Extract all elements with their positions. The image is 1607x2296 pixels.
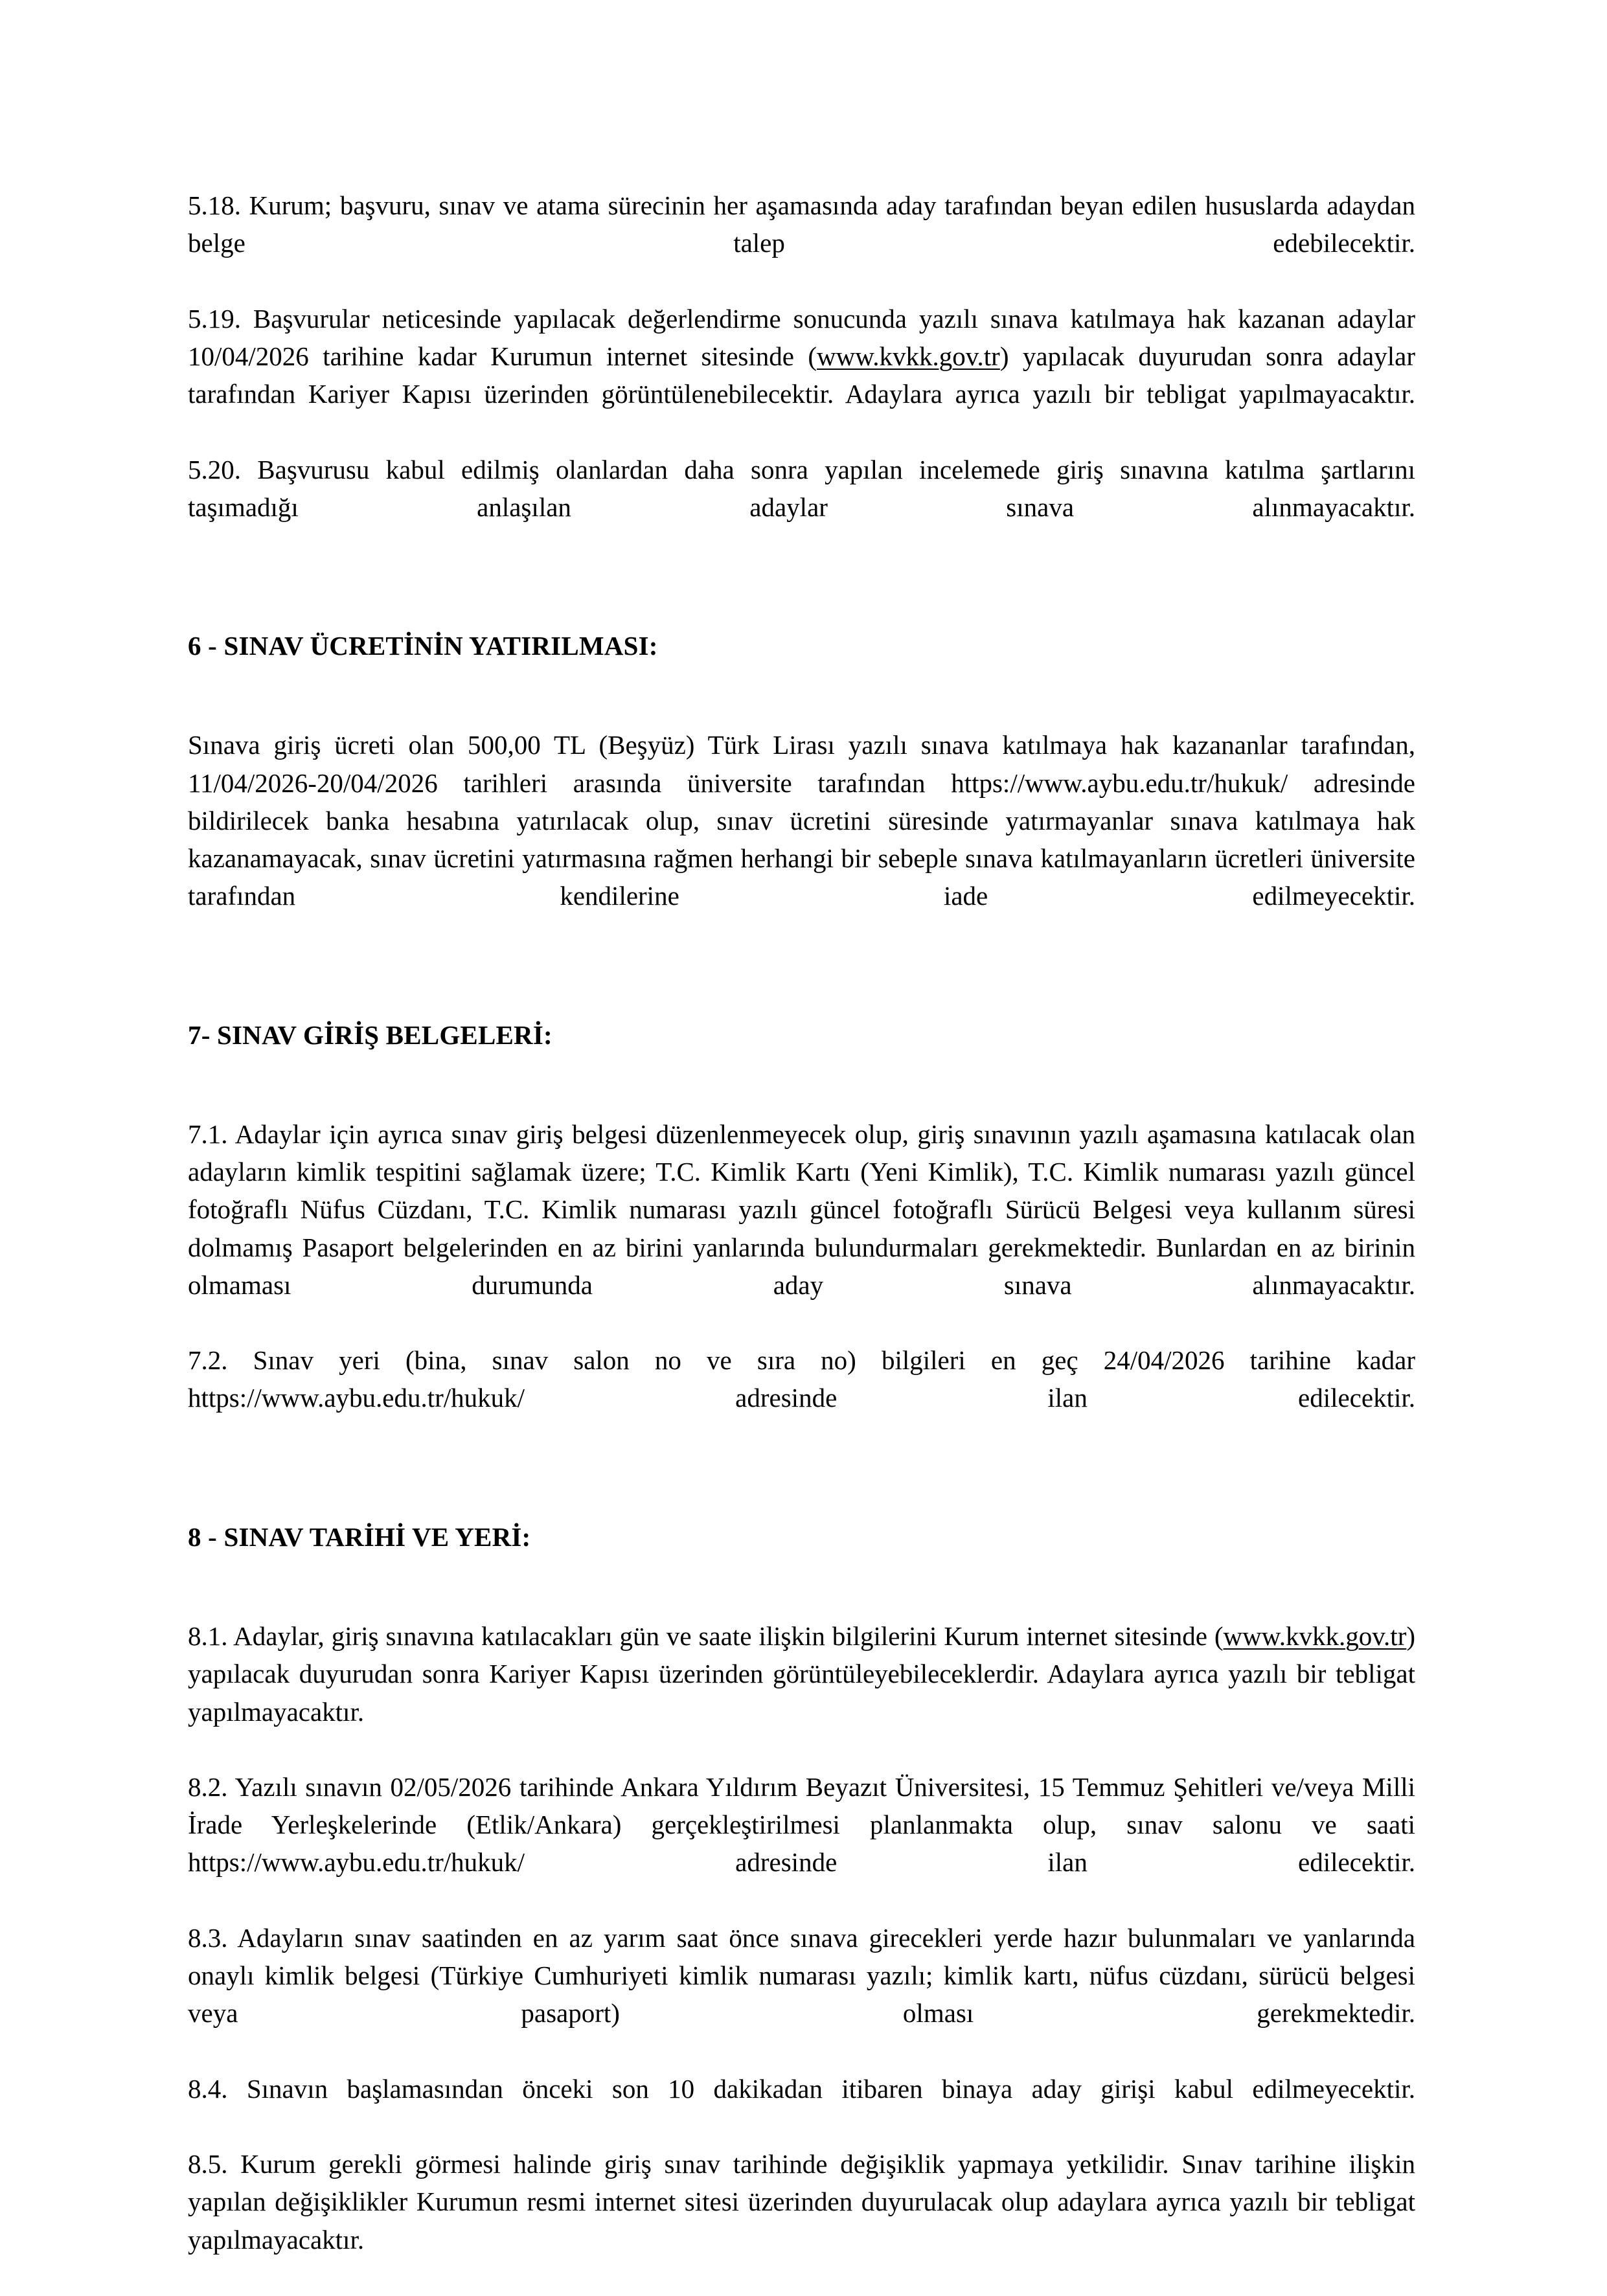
paragraph-8-4-text: 8.4. Sınavın başlamasından önceki son 10 dakikadan itibaren binaya aday girişi kabul edilmeyecektir. [188, 2073, 1415, 2104]
paragraph-8-2 [188, 1768, 1415, 1919]
section-6-text-after-url: adresinde bildirilecek banka hesabına yatırılacak olup, sınav ücretini süresinde yatırmayanlar sınava katılmaya hak kazanamayacak, sınav ücretini yatırmasına rağmen herhangi bir sebeple sınava katılmayanların ücretleri üniversite tarafından kendilerine iade edilmeyecektir. [188, 767, 1415, 911]
paragraph-8-5-text: 8.5. Kurum gerekli görmesi halinde giriş sınav tarihinde değişiklik yapmaya yetkilidir. Sınav tarihine ilişkin yapılan değişiklikler Kurumun resmi internet sitesi üzerinden duyurulacak olup adaylara ayrıca yazılı bir tebligat yapılmayacaktır. [188, 2149, 1415, 2255]
paragraph-5-19-text-after-link: ) yapılacak duyurudan sonra adaylar tarafından Kariyer Kapısı üzerinden görüntülenebilecektir. Adaylara ayrıca yazılı bir tebligat yapılmayacaktır. [188, 341, 1415, 409]
aybu-hukuk-url-section-7[interactable]: https://www.aybu.edu.tr/hukuk/ [188, 1383, 525, 1413]
spacer-before-section-6 [188, 563, 1415, 627]
paragraph-5-18-text: 5.18. Kurum; başvuru, sınav ve atama sürecinin her aşamasında aday tarafından beyan edilen hususlarda adaydan belge talep edebilecektir. [188, 190, 1415, 258]
paragraph-8-1-text-before-link: 8.1. Adaylar, giriş sınavına katılacakları gün ve saate ilişkin bilgilerini Kurum internet sitesinde ( [188, 1621, 1224, 1652]
aybu-hukuk-url-section-8[interactable]: https://www.aybu.edu.tr/hukuk/ [188, 1847, 525, 1878]
paragraph-5-19-text-before-link: 5.19. Başvurular neticesinde yapılacak değerlendirme sonucunda yazılı sınava katılmaya hak kazanan adaylar 10/04/2026 tarihine kadar Kurumun internet sitesinde ( [188, 303, 1415, 371]
paragraph-8-4 [188, 2070, 1415, 2145]
spacer-before-section-8 [188, 1455, 1415, 1518]
paragraph-7-2 [188, 1341, 1415, 1455]
spacer-before-section-7 [188, 953, 1415, 1016]
paragraph-7-2-text-before-url: 7.2. Sınav yeri (bina, sınav salon no ve sıra no) bilgileri en geç 24/04/2026 tarihine kadar [188, 1345, 1415, 1376]
paragraph-5-20 [188, 451, 1415, 564]
paragraph-8-3 [188, 1919, 1415, 2070]
paragraph-5-18 [188, 187, 1415, 300]
paragraph-8-3-text: 8.3. Adayların sınav saatinden en az yarım saat önce sınava girecekleri yerde hazır bulunmaları ve yanlarında onaylı kimlik belgesi (Türkiye Cumhuriyeti kimlik numarası yazılı; kimlik kartı, nüfus cüzdanı, sürücü belgesi veya pasaport) olması gerekmektedir. [188, 1922, 1415, 2029]
paragraph-8-2-text-before-url: 8.2. Yazılı sınavın 02/05/2026 tarihinde Ankara Yıldırım Beyazıt Üniversitesi, 15 Temmuz Şehitleri ve/veya Milli İrade Yerleşkelerinde (Etlik/Ankara) gerçekleştirilmesi planlanmakta olup, sınav salonu ve saati [188, 1772, 1415, 1840]
section-heading-8: 8 - SINAV TARİHİ VE YERİ: [188, 1521, 531, 1552]
paragraph-8-2-text-after-url: adresinde ilan edilecektir. [525, 1847, 1415, 1878]
aybu-hukuk-url-section-6[interactable]: https://www.aybu.edu.tr/hukuk/ [951, 767, 1288, 798]
kvkk-website-link[interactable]: www.kvkk.gov.tr [817, 341, 1000, 371]
paragraph-8-5 [188, 2145, 1415, 2296]
kvkk-website-link-8-1[interactable]: www.kvkk.gov.tr [1223, 1621, 1407, 1652]
paragraph-8-1 [188, 1617, 1415, 1768]
document-body [188, 187, 1415, 2296]
paragraph-7-1-text: 7.1. Adaylar için ayrıca sınav giriş belgesi düzenlenmeyecek olup, giriş sınavının yazılı aşamasına katılacak olan adayların kimlik tespitini sağlamak üzere; T.C. Kimlik Kartı (Yeni Kimlik), T.C. Kimlik numarası yazılı güncel fotoğraflı Nüfus Cüzdanı, T.C. Kimlik numarası yazılı güncel fotoğraflı Sürücü Belgesi veya kullanım süresi dolmamış Pasaport belgelerinden en az birini yanlarında bulundurmaları gerekmektedir. Bunlardan en az birinin olmaması durumunda aday sınava alınmayacaktır. [188, 1119, 1415, 1300]
paragraph-7-2-text-after-url: adresinde ilan edilecektir. [525, 1383, 1415, 1413]
spacer-after-section-7-heading [188, 1054, 1415, 1115]
section-heading-6: 6 - SINAV ÜCRETİNİN YATIRILMASI: [188, 631, 658, 661]
paragraph-section-6-body [188, 726, 1415, 952]
paragraph-5-19 [188, 300, 1415, 451]
paragraph-5-20-text: 5.20. Başvurusu kabul edilmiş olanlardan daha sonra yapılan incelemede giriş sınavına katılma şartlarını taşımadığı anlaşılan adaylar sınava alınmayacaktır. [188, 454, 1415, 522]
spacer-after-section-8-heading [188, 1556, 1415, 1617]
section-heading-7: 7- SINAV GİRİŞ BELGELERİ: [188, 1019, 553, 1050]
paragraph-8-1-text-after-link: ) yapılacak duyurudan sonra Kariyer Kapısı üzerinden görüntüleyebileceklerdir. Adaylara ayrıca yazılı bir tebligat yapılmayacaktır. [188, 1621, 1415, 1727]
spacer-after-section-6-heading [188, 665, 1415, 726]
section-6-text-before-url: Sınava giriş ücreti olan 500,00 TL (Beşyüz) Türk Lirası yazılı sınava katılmaya hak kazananlar tarafından, 11/04/2026-20/04/2026 tarihleri arasında üniversite tarafından [188, 730, 1415, 798]
paragraph-7-1 [188, 1115, 1415, 1341]
